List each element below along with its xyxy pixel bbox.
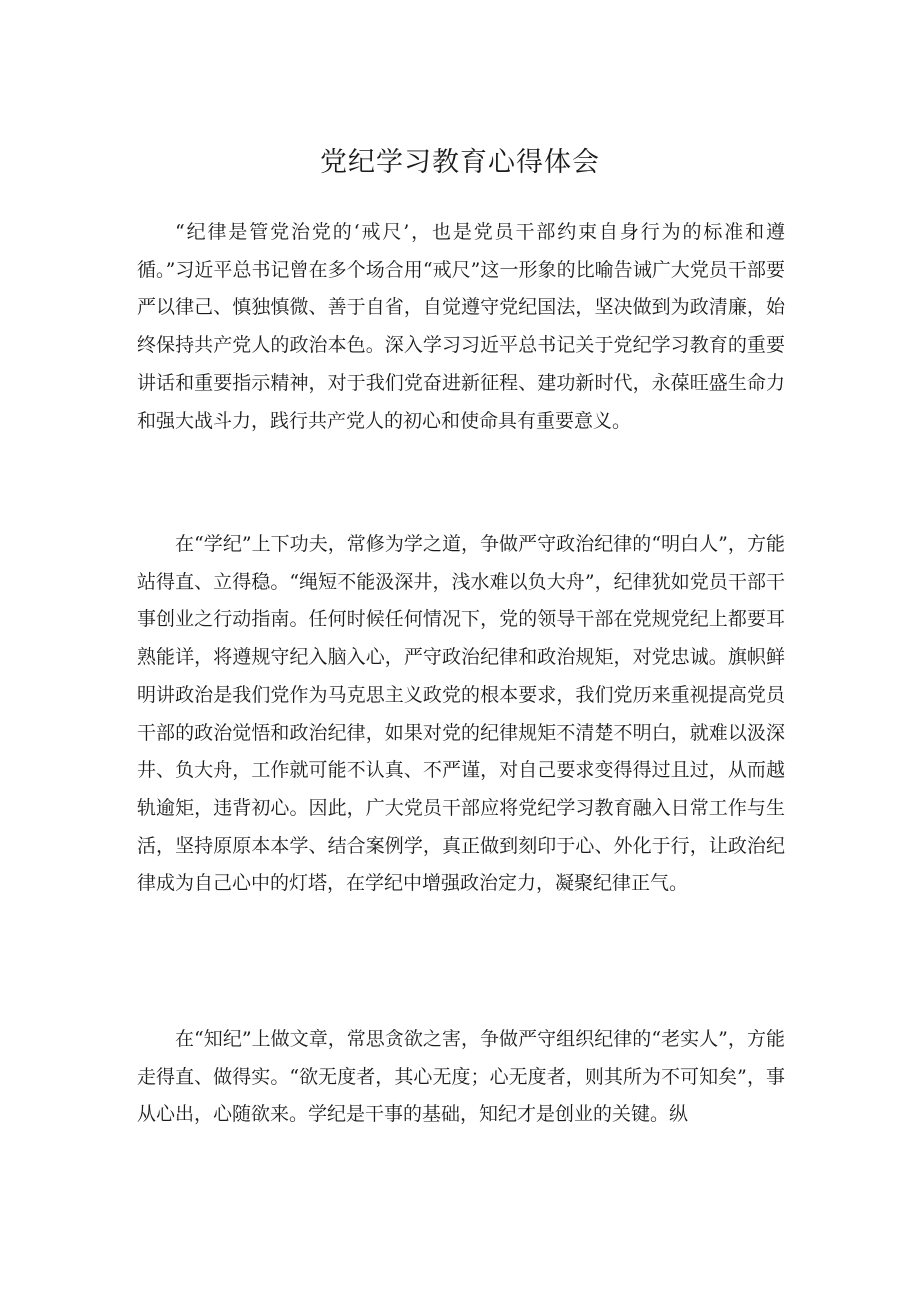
paragraph-intro: “纪律是管党治党的‘戒尺’，也是党员干部约束自身行为的标准和遵循。”习近平总书记曾在多个场合用“戒尺”这一形象的比喻告诫广大党员干部要严以律己、慎独慎微、善于自省，自觉遵守党纪国法，坚决做到为政清廉，始终保持共产党人的政治本色。深入学习习近平总书记关于党纪学习教育的重要讲话和重要指示精神，对于我们党奋进新征程、建功新时代，永葆旺盛生命力和强大战斗力，践行共产党人的初心和使命具有重要意义。 bbox=[137, 221, 785, 432]
paragraph-xueji: 在“学纪”上下功夫，常修为学之道，争做严守政治纪律的“明白人”，方能站得直、立得稳。“绳短不能汲深井，浅水难以负大舟”，纪律犹如党员干部干事创业之行动指南。任何时候任何情况下，党的领导干部在党规党纪上都要耳熟能详，将遵规守纪入脑入心，严守政治纪律和政治规矩，对党忠诚。旗帜鲜明讲政治是我们党作为马克思主义政党的根本要求，我们党历来重视提高党员干部的政治觉悟和政治纪律，如果对党的纪律规矩不清楚不明白，就难以汲深井、负大舟，工作就可能不认真、不严谨，对自己要求变得得过且过，从而越轨逾矩，违背初心。因此，广大党员干部应将党纪学习教育融入日常工作与生活，坚持原原本本学、结合案例学，真正做到刻印于心、外化于行，让政治纪律成为自己心中的灯塔，在学纪中增强政治定力，凝聚纪律正气。 bbox=[137, 533, 785, 895]
paragraph-zhiji: 在“知纪”上做文章，常思贪欲之害，争做严守组织纪律的“老实人”，方能走得直、做得实。“欲无度者，其心无度；心无度者，则其所为不可知矣”，事从心出，心随欲来。学纪是干事的基础，知纪才是创业的关键。纵 bbox=[137, 1028, 785, 1126]
document-title: 党纪学习教育心得体会 bbox=[320, 147, 600, 178]
